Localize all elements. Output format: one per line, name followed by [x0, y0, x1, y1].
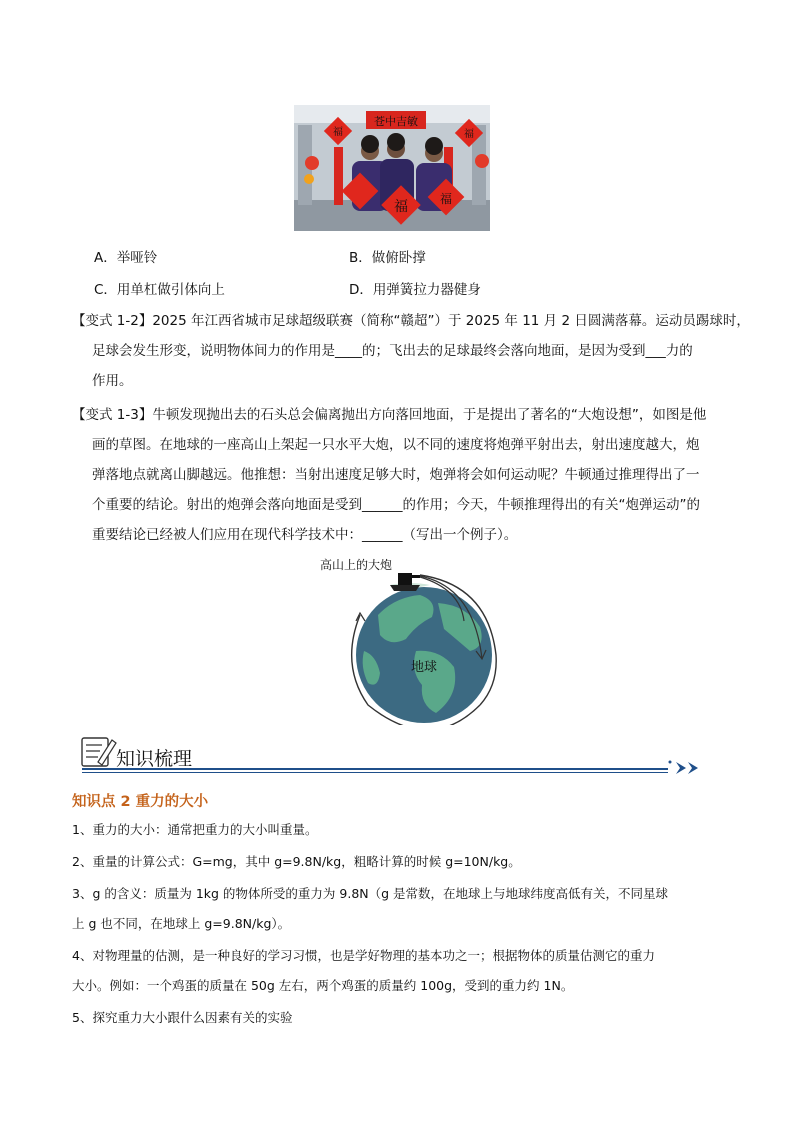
- knowledge-item: 1、重力的大小：通常把重力的大小叫重量。: [72, 822, 318, 837]
- double-arrow-icon: [669, 761, 699, 775]
- svg-text:苍中吉敏: 苍中吉敏: [374, 115, 418, 128]
- variant-1-3-line: 画的草图。在地球的一座高山上架起一只水平大炮，以不同的速度将炮弹平射出去，射出速度越大，炮: [92, 437, 700, 453]
- knowledge-point-title: 知识点 2 重力的大小: [72, 794, 209, 810]
- option-c: C．用单杠做引体向上: [94, 282, 225, 298]
- section-header: [78, 732, 718, 778]
- knowledge-item: 5、探究重力大小跟什么因素有关的实验: [72, 1010, 293, 1025]
- svg-text:福: 福: [333, 127, 343, 138]
- variant-1-2-line: 【变式 1-2】2025 年江西省城市足球超级联赛（简称“赣超”）于 2025 年 11 月 2 日圆满落幕。运动员踢球时，: [72, 313, 750, 329]
- variant-1-2-line: 作用。: [92, 373, 133, 389]
- variant-1-3: [72, 400, 732, 550]
- knowledge-item: 3、g 的含义：质量为 1kg 的物体所受的重力为 9.8N（g 是常数，在地球上与地球纬度高低有关，不同星球: [72, 886, 669, 901]
- cannon-icon: [398, 573, 412, 587]
- variant-1-3-line: 个重要的结论。射出的炮弹会落向地面是受到______的作用；今天，牛顿推理得出的有关“炮弹运动”的: [92, 497, 700, 513]
- knowledge-item: 大小。例如：一个鸡蛋的质量在 50g 左右，两个鸡蛋的质量约 100g，受到的重力约 1N。: [72, 978, 574, 993]
- astronauts-photo: [294, 105, 490, 231]
- option-b: B．做俯卧撑: [349, 250, 426, 266]
- earth-orbit-diagram: [320, 555, 510, 725]
- newton-cannon-figure: [320, 555, 510, 725]
- variant-1-3-line: 【变式 1-3】牛顿发现抛出去的石头总会偏离抛出方向落回地面，于是提出了著名的“大炮设想”，如图是他: [72, 407, 707, 423]
- variant-1-2-line: 足球会发生形变，说明物体间力的作用是____的；飞出去的足球最终会落向地面，是因为受到___力的: [92, 343, 693, 359]
- knowledge-item: 2、重量的计算公式：G=mg，其中 g=9.8N/kg，粗略计算的时候 g=10N/kg。: [72, 854, 521, 869]
- photo-illustration: [294, 105, 490, 231]
- section-title: 知识梳理: [116, 748, 193, 770]
- cannon-label: 高山上的大炮: [320, 558, 393, 572]
- variant-1-3-line: 弹落地点就离山脚越远。他推想：当射出速度足够大时，炮弹将会如何运动呢？牛顿通过推理得出了一: [92, 467, 700, 483]
- variant-1-3-line: 重要结论已经被人们应用在现代科学技术中：______（写出一个例子）。: [92, 527, 518, 543]
- variant-1-2: [72, 306, 750, 396]
- svg-text:福: 福: [394, 199, 408, 215]
- notebook-icon: [82, 738, 116, 766]
- svg-text:福: 福: [464, 129, 474, 140]
- knowledge-item: 4、对物理量的估测，是一种良好的学习习惯，也是学好物理的基本功之一；根据物体的质量估测它的重力: [72, 948, 655, 963]
- svg-text:福: 福: [439, 192, 453, 206]
- option-d: D．用弹簧拉力器健身: [349, 282, 481, 298]
- option-a: A．举哑铃: [94, 250, 158, 266]
- knowledge-item: 上 g 也不同，在地球上 g=9.8N/kg）。: [72, 916, 291, 931]
- earth-label: 地球: [410, 660, 438, 675]
